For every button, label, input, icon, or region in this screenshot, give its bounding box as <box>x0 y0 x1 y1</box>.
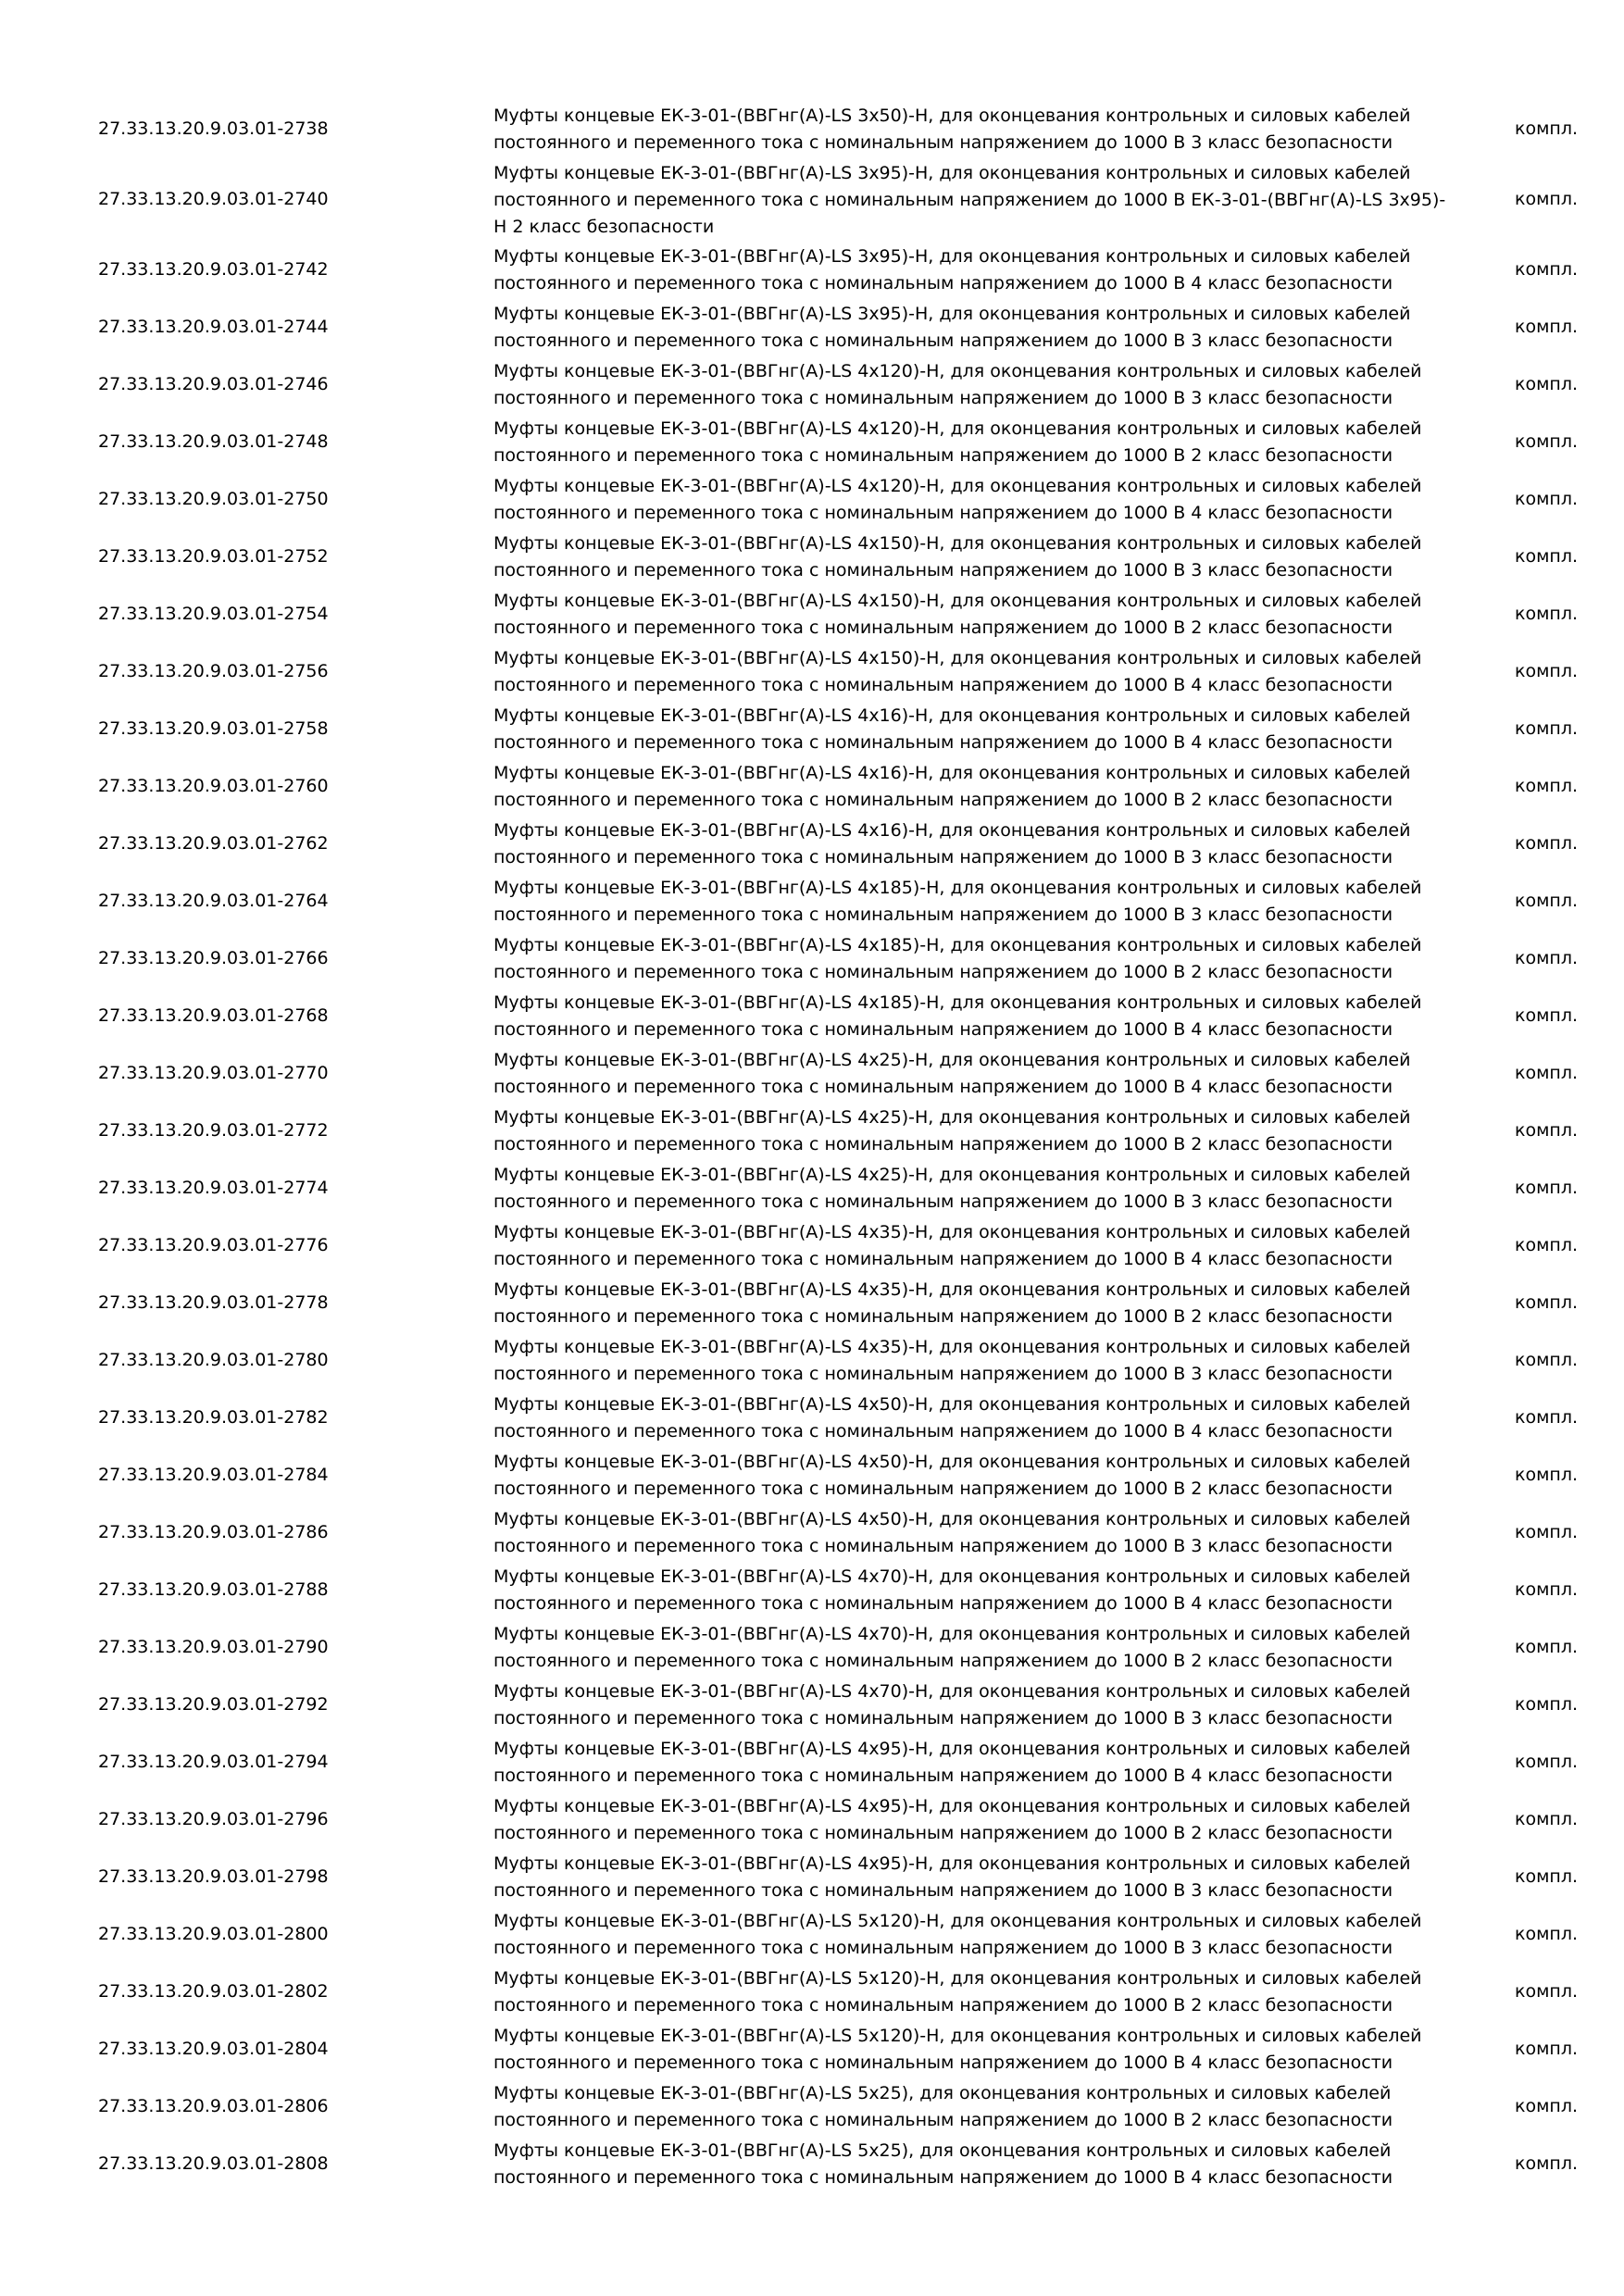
resource-code: 27.33.13.20.9.03.01-2766 <box>98 948 329 968</box>
resource-description: Муфты концевые ЕК-3-01-(ВВГнг(А)-LS 3x95)-Н, для оконцевания контрольных и силовых кабелей постоянного и переменного тока с номинальным напряжением до 1000 В 3 класс безопасности <box>493 304 1411 351</box>
resource-code: 27.33.13.20.9.03.01-2794 <box>98 1752 329 1772</box>
resource-description: Муфты концевые ЕК-3-01-(ВВГнг(А)-LS 5x120)-Н, для оконцевания контрольных и силовых кабелей постоянного и переменного тока с номинальным напряжением до 1000 В 2 класс безопасности <box>493 1968 1422 2015</box>
resource-description: Муфты концевые ЕК-3-01-(ВВГнг(А)-LS 4x150)-Н, для оконцевания контрольных и силовых кабелей постоянного и переменного тока с номинальным напряжением до 1000 В 4 класс безопасности <box>493 648 1422 695</box>
resource-code: 27.33.13.20.9.03.01-2738 <box>98 119 329 139</box>
resource-code: 27.33.13.20.9.03.01-2806 <box>98 2096 329 2116</box>
resource-description: Муфты концевые ЕК-3-01-(ВВГнг(А)-LS 5x25), для оконцевания контрольных и силовых кабелей постоянного и переменного тока с номинальным напряжением до 1000 В 2 класс безопасности <box>493 2083 1393 2130</box>
table-row <box>0 413 1624 470</box>
unit-of-measure: компл. <box>1515 948 1579 968</box>
table-row <box>0 643 1624 700</box>
unit-of-measure: компл. <box>1515 1407 1579 1428</box>
unit-of-measure: компл. <box>1515 1120 1579 1141</box>
resource-code: 27.33.13.20.9.03.01-2774 <box>98 1178 329 1198</box>
resource-code: 27.33.13.20.9.03.01-2772 <box>98 1120 329 1141</box>
resource-description: Муфты концевые ЕК-3-01-(ВВГнг(А)-LS 4x16)-Н, для оконцевания контрольных и силовых кабелей постоянного и переменного тока с номинальным напряжением до 1000 В 2 класс безопасности <box>493 763 1411 810</box>
resource-code: 27.33.13.20.9.03.01-2770 <box>98 1063 329 1083</box>
resource-code: 27.33.13.20.9.03.01-2786 <box>98 1522 329 1542</box>
table-row <box>0 815 1624 872</box>
resource-code: 27.33.13.20.9.03.01-2756 <box>98 661 329 681</box>
resource-description: Муфты концевые ЕК-3-01-(ВВГнг(А)-LS 4x35)-Н, для оконцевания контрольных и силовых кабелей постоянного и переменного тока с номинальным напряжением до 1000 В 3 класс безопасности <box>493 1337 1411 1384</box>
resource-description: Муфты концевые ЕК-3-01-(ВВГнг(А)-LS 5x120)-Н, для оконцевания контрольных и силовых кабелей постоянного и переменного тока с номинальным напряжением до 1000 В 3 класс безопасности <box>493 1911 1422 1958</box>
resource-description: Муфты концевые ЕК-3-01-(ВВГнг(А)-LS 5x120)-Н, для оконцевания контрольных и силовых кабелей постоянного и переменного тока с номинальным напряжением до 1000 В 4 класс безопасности <box>493 2026 1422 2073</box>
table-row <box>0 1618 1624 1676</box>
table-row <box>0 757 1624 815</box>
resource-code: 27.33.13.20.9.03.01-2800 <box>98 1924 329 1944</box>
resource-description: Муфты концевые ЕК-3-01-(ВВГнг(А)-LS 4x70)-Н, для оконцевания контрольных и силовых кабелей постоянного и переменного тока с номинальным напряжением до 1000 В 4 класс безопасности <box>493 1566 1411 1614</box>
table-row <box>0 157 1624 241</box>
table-row <box>0 872 1624 930</box>
resource-code: 27.33.13.20.9.03.01-2808 <box>98 2153 329 2174</box>
unit-of-measure: компл. <box>1515 431 1579 452</box>
unit-of-measure: компл. <box>1515 1866 1579 1887</box>
unit-of-measure: компл. <box>1515 1350 1579 1370</box>
resource-code: 27.33.13.20.9.03.01-2768 <box>98 1005 329 1026</box>
unit-of-measure: компл. <box>1515 776 1579 796</box>
unit-of-measure: компл. <box>1515 1637 1579 1657</box>
unit-of-measure: компл. <box>1515 604 1579 624</box>
table-row <box>0 100 1624 157</box>
unit-of-measure: компл. <box>1515 2039 1579 2059</box>
table-row <box>0 241 1624 298</box>
table-row <box>0 1676 1624 1733</box>
table-row <box>0 2135 1624 2192</box>
table-row <box>0 1159 1624 1217</box>
resource-code: 27.33.13.20.9.03.01-2790 <box>98 1637 329 1657</box>
resource-code: 27.33.13.20.9.03.01-2778 <box>98 1292 329 1313</box>
resource-code: 27.33.13.20.9.03.01-2758 <box>98 718 329 739</box>
unit-of-measure: компл. <box>1515 1235 1579 1255</box>
resource-code: 27.33.13.20.9.03.01-2798 <box>98 1866 329 1887</box>
unit-of-measure: компл. <box>1515 1522 1579 1542</box>
resource-code: 27.33.13.20.9.03.01-2782 <box>98 1407 329 1428</box>
resource-code: 27.33.13.20.9.03.01-2788 <box>98 1579 329 1600</box>
unit-of-measure: компл. <box>1515 1752 1579 1772</box>
unit-of-measure: компл. <box>1515 1005 1579 1026</box>
resource-description: Муфты концевые ЕК-3-01-(ВВГнг(А)-LS 4x185)-Н, для оконцевания контрольных и силовых кабелей постоянного и переменного тока с номинальным напряжением до 1000 В 4 класс безопасности <box>493 992 1422 1040</box>
table-row <box>0 1848 1624 1905</box>
resource-code: 27.33.13.20.9.03.01-2748 <box>98 431 329 452</box>
table-row <box>0 1791 1624 1848</box>
resource-code: 27.33.13.20.9.03.01-2784 <box>98 1465 329 1485</box>
resource-description: Муфты концевые ЕК-3-01-(ВВГнг(А)-LS 3x50)-Н, для оконцевания контрольных и силовых кабелей постоянного и переменного тока с номинальным напряжением до 1000 В 3 класс безопасности <box>493 106 1411 153</box>
resource-code: 27.33.13.20.9.03.01-2742 <box>98 259 329 280</box>
resource-description: Муфты концевые ЕК-3-01-(ВВГнг(А)-LS 4x95)-Н, для оконцевания контрольных и силовых кабелей постоянного и переменного тока с номинальным напряжением до 1000 В 2 класс безопасности <box>493 1796 1411 1843</box>
table-row <box>0 298 1624 356</box>
resource-description: Муфты концевые ЕК-3-01-(ВВГнг(А)-LS 3x95)-Н, для оконцевания контрольных и силовых кабелей постоянного и переменного тока с номинальным напряжением до 1000 В ЕК-3-01-(ВВГнг(А)-LS 3x95)-Н 2 класс безопасности <box>493 163 1446 237</box>
document-table <box>0 100 1624 2192</box>
unit-of-measure: компл. <box>1515 489 1579 509</box>
resource-description: Муфты концевые ЕК-3-01-(ВВГнг(А)-LS 4x25)-Н, для оконцевания контрольных и силовых кабелей постоянного и переменного тока с номинальным напряжением до 1000 В 4 класс безопасности <box>493 1050 1411 1097</box>
unit-of-measure: компл. <box>1515 374 1579 394</box>
unit-of-measure: компл. <box>1515 718 1579 739</box>
resource-description: Муфты концевые ЕК-3-01-(ВВГнг(А)-LS 4x185)-Н, для оконцевания контрольных и силовых кабелей постоянного и переменного тока с номинальным напряжением до 1000 В 3 класс безопасности <box>493 878 1422 925</box>
resource-code: 27.33.13.20.9.03.01-2804 <box>98 2039 329 2059</box>
resource-code: 27.33.13.20.9.03.01-2792 <box>98 1694 329 1715</box>
resource-code: 27.33.13.20.9.03.01-2802 <box>98 1981 329 2002</box>
resource-description: Муфты концевые ЕК-3-01-(ВВГнг(А)-LS 4x95)-Н, для оконцевания контрольных и силовых кабелей постоянного и переменного тока с номинальным напряжением до 1000 В 3 класс безопасности <box>493 1853 1411 1901</box>
resource-code: 27.33.13.20.9.03.01-2750 <box>98 489 329 509</box>
unit-of-measure: компл. <box>1515 546 1579 567</box>
unit-of-measure: компл. <box>1515 1465 1579 1485</box>
resource-description: Муфты концевые ЕК-3-01-(ВВГнг(А)-LS 4x25)-Н, для оконцевания контрольных и силовых кабелей постоянного и переменного тока с номинальным напряжением до 1000 В 2 класс безопасности <box>493 1107 1411 1154</box>
unit-of-measure: компл. <box>1515 833 1579 854</box>
table-row <box>0 987 1624 1044</box>
unit-of-measure: компл. <box>1515 1981 1579 2002</box>
resource-description: Муфты концевые ЕК-3-01-(ВВГнг(А)-LS 4x35)-Н, для оконцевания контрольных и силовых кабелей постоянного и переменного тока с номинальным напряжением до 1000 В 2 класс безопасности <box>493 1279 1411 1327</box>
resource-code: 27.33.13.20.9.03.01-2762 <box>98 833 329 854</box>
resource-description: Муфты концевые ЕК-3-01-(ВВГнг(А)-LS 4x120)-Н, для оконцевания контрольных и силовых кабелей постоянного и переменного тока с номинальным напряжением до 1000 В 4 класс безопасности <box>493 476 1422 523</box>
resource-code: 27.33.13.20.9.03.01-2760 <box>98 776 329 796</box>
table-row <box>0 1217 1624 1274</box>
unit-of-measure: компл. <box>1515 1579 1579 1600</box>
unit-of-measure: компл. <box>1515 119 1579 139</box>
resource-description: Муфты концевые ЕК-3-01-(ВВГнг(А)-LS 4x50)-Н, для оконцевания контрольных и силовых кабелей постоянного и переменного тока с номинальным напряжением до 1000 В 2 класс безопасности <box>493 1452 1411 1499</box>
unit-of-measure: компл. <box>1515 2153 1579 2174</box>
unit-of-measure: компл. <box>1515 1063 1579 1083</box>
table-row <box>0 356 1624 413</box>
table-row <box>0 2078 1624 2135</box>
resource-description: Муфты концевые ЕК-3-01-(ВВГнг(А)-LS 4x70)-Н, для оконцевания контрольных и силовых кабелей постоянного и переменного тока с номинальным напряжением до 1000 В 2 класс безопасности <box>493 1624 1411 1671</box>
table-row <box>0 528 1624 585</box>
table-row <box>0 1389 1624 1446</box>
table-row <box>0 1331 1624 1389</box>
resource-description: Муфты концевые ЕК-3-01-(ВВГнг(А)-LS 5x25), для оконцевания контрольных и силовых кабелей постоянного и переменного тока с номинальным напряжением до 1000 В 4 класс безопасности <box>493 2140 1393 2188</box>
resource-description: Муфты концевые ЕК-3-01-(ВВГнг(А)-LS 4x95)-Н, для оконцевания контрольных и силовых кабелей постоянного и переменного тока с номинальным напряжением до 1000 В 4 класс безопасности <box>493 1739 1411 1786</box>
resource-code: 27.33.13.20.9.03.01-2746 <box>98 374 329 394</box>
resource-code: 27.33.13.20.9.03.01-2764 <box>98 891 329 911</box>
resource-code: 27.33.13.20.9.03.01-2754 <box>98 604 329 624</box>
resource-code: 27.33.13.20.9.03.01-2780 <box>98 1350 329 1370</box>
table-row <box>0 1446 1624 1504</box>
table-row <box>0 585 1624 643</box>
resource-description: Муфты концевые ЕК-3-01-(ВВГнг(А)-LS 4x185)-Н, для оконцевания контрольных и силовых кабелей постоянного и переменного тока с номинальным напряжением до 1000 В 2 класс безопасности <box>493 935 1422 982</box>
unit-of-measure: компл. <box>1515 189 1579 209</box>
resource-description: Муфты концевые ЕК-3-01-(ВВГнг(А)-LS 4x70)-Н, для оконцевания контрольных и силовых кабелей постоянного и переменного тока с номинальным напряжением до 1000 В 3 класс безопасности <box>493 1681 1411 1728</box>
resource-description: Муфты концевые ЕК-3-01-(ВВГнг(А)-LS 4x50)-Н, для оконцевания контрольных и силовых кабелей постоянного и переменного тока с номинальным напряжением до 1000 В 3 класс безопасности <box>493 1509 1411 1556</box>
table-row <box>0 1963 1624 2020</box>
unit-of-measure: компл. <box>1515 1292 1579 1313</box>
resource-description: Муфты концевые ЕК-3-01-(ВВГнг(А)-LS 4x150)-Н, для оконцевания контрольных и силовых кабелей постоянного и переменного тока с номинальным напряжением до 1000 В 2 класс безопасности <box>493 591 1422 638</box>
unit-of-measure: компл. <box>1515 1809 1579 1829</box>
unit-of-measure: компл. <box>1515 661 1579 681</box>
unit-of-measure: компл. <box>1515 1694 1579 1715</box>
table-row <box>0 1733 1624 1791</box>
table-row <box>0 1274 1624 1331</box>
unit-of-measure: компл. <box>1515 259 1579 280</box>
resource-description: Муфты концевые ЕК-3-01-(ВВГнг(А)-LS 3x95)-Н, для оконцевания контрольных и силовых кабелей постоянного и переменного тока с номинальным напряжением до 1000 В 4 класс безопасности <box>493 246 1411 293</box>
table-row <box>0 1102 1624 1159</box>
unit-of-measure: компл. <box>1515 1924 1579 1944</box>
resource-code: 27.33.13.20.9.03.01-2744 <box>98 317 329 337</box>
unit-of-measure: компл. <box>1515 317 1579 337</box>
unit-of-measure: компл. <box>1515 2096 1579 2116</box>
resource-description: Муфты концевые ЕК-3-01-(ВВГнг(А)-LS 4x50)-Н, для оконцевания контрольных и силовых кабелей постоянного и переменного тока с номинальным напряжением до 1000 В 4 класс безопасности <box>493 1394 1411 1441</box>
resource-description: Муфты концевые ЕК-3-01-(ВВГнг(А)-LS 4x120)-Н, для оконцевания контрольных и силовых кабелей постоянного и переменного тока с номинальным напряжением до 1000 В 3 класс безопасности <box>493 361 1422 408</box>
table-row <box>0 1561 1624 1618</box>
unit-of-measure: компл. <box>1515 891 1579 911</box>
table-row <box>0 1504 1624 1561</box>
resource-code: 27.33.13.20.9.03.01-2796 <box>98 1809 329 1829</box>
resource-code: 27.33.13.20.9.03.01-2776 <box>98 1235 329 1255</box>
resource-code: 27.33.13.20.9.03.01-2752 <box>98 546 329 567</box>
table-row <box>0 470 1624 528</box>
resource-description: Муфты концевые ЕК-3-01-(ВВГнг(А)-LS 4x16)-Н, для оконцевания контрольных и силовых кабелей постоянного и переменного тока с номинальным напряжением до 1000 В 3 класс безопасности <box>493 820 1411 867</box>
resource-code: 27.33.13.20.9.03.01-2740 <box>98 189 329 209</box>
resource-description: Муфты концевые ЕК-3-01-(ВВГнг(А)-LS 4x150)-Н, для оконцевания контрольных и силовых кабелей постоянного и переменного тока с номинальным напряжением до 1000 В 3 класс безопасности <box>493 533 1422 580</box>
table-row <box>0 700 1624 757</box>
table-row <box>0 1905 1624 1963</box>
resource-description: Муфты концевые ЕК-3-01-(ВВГнг(А)-LS 4x120)-Н, для оконцевания контрольных и силовых кабелей постоянного и переменного тока с номинальным напряжением до 1000 В 2 класс безопасности <box>493 418 1422 466</box>
resource-description: Муфты концевые ЕК-3-01-(ВВГнг(А)-LS 4x35)-Н, для оконцевания контрольных и силовых кабелей постоянного и переменного тока с номинальным напряжением до 1000 В 4 класс безопасности <box>493 1222 1411 1269</box>
table-row <box>0 2020 1624 2078</box>
unit-of-measure: компл. <box>1515 1178 1579 1198</box>
table-row <box>0 1044 1624 1102</box>
table-row <box>0 930 1624 987</box>
resource-description: Муфты концевые ЕК-3-01-(ВВГнг(А)-LS 4x16)-Н, для оконцевания контрольных и силовых кабелей постоянного и переменного тока с номинальным напряжением до 1000 В 4 класс безопасности <box>493 705 1411 753</box>
resource-description: Муфты концевые ЕК-3-01-(ВВГнг(А)-LS 4x25)-Н, для оконцевания контрольных и силовых кабелей постоянного и переменного тока с номинальным напряжением до 1000 В 3 класс безопасности <box>493 1165 1411 1212</box>
